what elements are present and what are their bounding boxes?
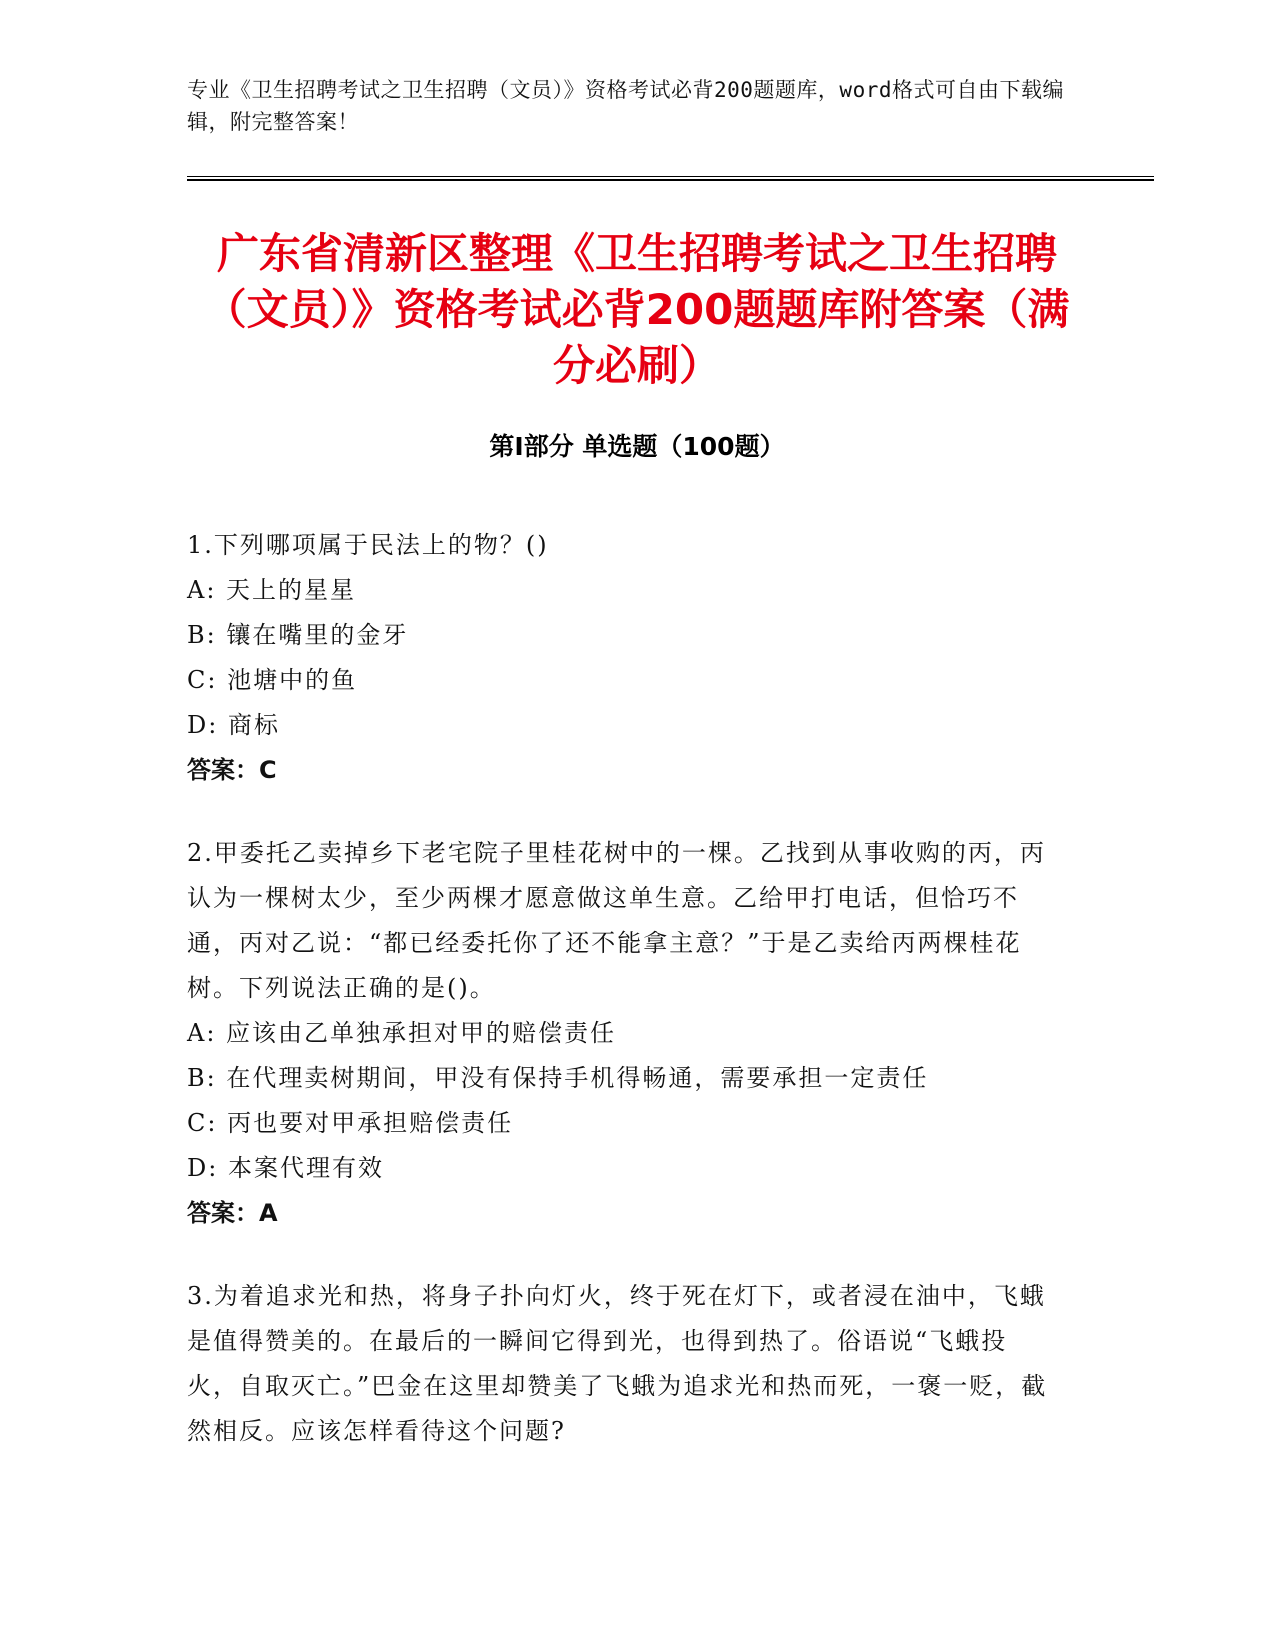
document-title: 广东省清新区整理《卫生招聘考试之卫生招聘（文员）》资格考试必背200题题库附答案（满分必刷） <box>204 229 1070 390</box>
section-title: 第I部分 单选题（100题） <box>489 432 785 461</box>
option-b: B: 镶在嘴里的金牙 <box>187 621 409 649</box>
header-divider <box>187 176 1154 181</box>
option-c: C: 池塘中的鱼 <box>187 666 358 694</box>
option-c: C: 丙也要对甲承担赔偿责任 <box>187 1109 514 1137</box>
question-stem: 1.下列哪项属于民法上的物？() <box>187 531 549 559</box>
option-a: A: 天上的星星 <box>187 576 357 604</box>
question-2 <box>187 831 1057 1236</box>
option-d: D: 商标 <box>187 711 280 739</box>
question-1 <box>187 523 1057 793</box>
answer: 答案：C <box>187 756 277 784</box>
option-a: A: 应该由乙单独承担对甲的赔偿责任 <box>187 1019 617 1047</box>
option-d: D: 本案代理有效 <box>187 1154 384 1182</box>
question-stem: 3.为着追求光和热，将身子扑向灯火，终于死在灯下，或者浸在油中，飞蛾是值得赞美的。在最后的一瞬间它得到光，也得到热了。俗语说“飞蛾投火，自取灭亡。”巴金在这里却赞美了飞蛾为追求光和热而死，一褒一贬，截然相反。应该怎样看待这个问题? <box>187 1282 1048 1445</box>
answer: 答案：A <box>187 1199 278 1227</box>
question-list <box>187 523 1057 1492</box>
question-3 <box>187 1274 1057 1454</box>
question-stem: 2.甲委托乙卖掉乡下老宅院子里桂花树中的一棵。乙找到从事收购的丙，丙认为一棵树太少，至少两棵才愿意做这单生意。乙给甲打电话，但恰巧不通，丙对乙说：“都已经委托你了还不能拿主意？”于是乙卖给丙两棵桂花树。下列说法正确的是()。 <box>187 839 1046 1002</box>
header-note: 专业《卫生招聘考试之卫生招聘（文员）》资格考试必背200题题库，word格式可自由下载编辑，附完整答案！ <box>187 78 1064 134</box>
option-b: B: 在代理卖树期间，甲没有保持手机得畅通，需要承担一定责任 <box>187 1064 929 1092</box>
